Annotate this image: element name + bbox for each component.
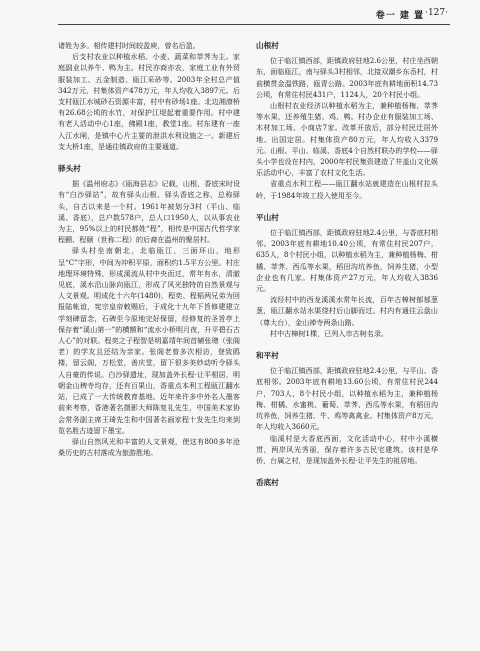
section-heading: 和平村	[256, 351, 279, 361]
paragraph: 据《温州府志》《瓯海县志》记载，山根、香底宋时设有“白沙驿站”，故有驿头山根、驿头香底之称，总称驿头，自古以来是一个村。1961年被划分3村（平山、临溪、香底），总户数578户，总人口1950人，以从事农业为主，95%以上的村民都姓“程”，相传是中国古代哲学家程颢、程颐（世称二程）的后裔在温州的聚居村。	[58, 179, 240, 245]
paragraph: 临溪村是大香底西面，文化活动中心，村中小溪横贯，两岸风光秀丽，保存着许多古民宅建筑。该村是华侨，台属之村，是现加盖外长程·让平先生的祖居地。	[256, 433, 438, 465]
paragraph: 驿头村坐南朝北，北临瓯江，三面环山，地形呈“C”字形，中间为冲积平原，面积约1.5平方公里。村庄地理环境特殊，形成溪流从村中央而过，常年有水，清澈见底，溪水沿山脉向瓯江，形成了风光独特的自然景观与人文景观。明成化十六年(1480)，程奕、程韬两兄弟为回报陆帐谊，宪宗皇帝敕赐后，于成化十九年下旨修建建立学刻碑留念，石碑至今原地完好保留，经修复的圣旨亭上保存着“溪山第一”的横额和“流水小桥明月夜，升平碧石古人心”的对联。程奕之子程智是明嘉靖年间首辅张璁（张阁老）的学友且还结为亲家。张阁老曾多次相访，登致鸥楼，留云阁，万松堂，善庆堂，留下很多美妙动听令驿头人自豪的传说。白沙驿遗址，现加盖外长程·让平相居，明朝金山稗寺均存，还有百果山，香重点本利工程瓯江翻水站，已成了一大传统教育基地。近年来许多中外名人墨客前来考察，香港著名摄影大师陈复礼先生，中国美术家协会常务副主席王琦先生和中国著名画家程十发先生均来到览名胜古迹留下墨宝。	[58, 246, 240, 435]
paragraph: 诸姓为多。相传建村时间较盈庾，曾名后盈。	[58, 41, 200, 50]
page-header	[0, 0, 480, 30]
spacer	[256, 466, 438, 470]
header-rule	[58, 24, 450, 25]
left-column	[58, 40, 240, 458]
spacer	[58, 152, 240, 156]
section-heading: 岙底村	[256, 478, 279, 488]
paragraph: 山根村农业经济以种植水稻为主，兼种植杨梅、莘荠等水果，还养殖生猪、鸡、鸭。村办企业有服装加工场、木材加工场、小商店7家。改革开放后，部分村民迁居外地、出国定居。村集体资产80万元，年人均收入3379元。山根、平山、临溪、香底4个自然村联办的学校——驿头小学也设在村内，2000年村民集资建造了井盖山文化娱乐活动中心，丰富了农村文化生活。	[256, 101, 438, 178]
paragraph: 位于临江镇西部，距镇政府驻地2.4公里，与平山、香底相邻。2003年底有耕地13.60公顷，有常住村民244户，703人，8个村民小组，以种植水稻为主，兼种植杨梅、柑橘、水蜜桃、葡萄、莘荠、西瓜等水果，有稻田沟坑养鱼，饲养生猪、牛、鸡等禽禽业。村集体资产8万元，年人均收入3660元。	[256, 366, 438, 432]
paragraph: 村中古樟树1棵，已列入市古树名录。	[270, 328, 389, 338]
section-heading: 驿头村	[58, 164, 81, 174]
spacer	[256, 201, 438, 205]
section-heading: 平山村	[256, 212, 279, 222]
paragraph: 驿山自然风光和丰富的人文景观，使这有800多年沧桑历史的古村落成为旅游胜地。	[58, 436, 240, 458]
running-title: 卷一 建 置	[375, 11, 424, 21]
section-heading: 山根村	[256, 41, 279, 50]
paragraph: 后支村农业以种植水稻、小麦、蔬菜和莘荠为主。家庭副业以养牛、鸭为主。村民亦商亦农，家庭工业有外贸服装加工、五金制造、瓯江采砂等。2003年全村总产值342万元，村集体资产478万元，年人均收入3897元。后支村瓯江水城砂石资源丰富，村中有砂场1座。北边湘潦桥有26.68公顷的水竹，对保护江堤起着重要作用。村中建有老人活动中心1座，佛殿1座，教堂1座。村东建有一座入江水闸，是镇中心片主要的泄洪水利设施之一。新建后支大桥1座，是通往镇政府的主要通道。	[58, 52, 240, 151]
paragraph: 位于临江镇西部，距镇政府驻地2.4公里，与香底村相邻。2003年底有耕地10.40公顷，有常住村民207户，635人，8个村民小组，以种植水稻为主，兼种植杨梅、柑橘、莘荠、西瓜等水果，稻田沟坑养鱼，饲养生猪，小型企业也有几家。村集体资产27万元，年人均收入3836元。	[256, 228, 438, 294]
right-column	[256, 40, 438, 492]
paragraph: 流经村中的西龙溪溪水常年长流，百年古樟树郁郁葱葱，瓯江翻水站水渠绕村后山脚而过。村内有通往云盘山（尊大台），金山禅寺两条山路。	[256, 295, 438, 327]
page-number: ·127·	[425, 8, 448, 18]
paragraph: 省重点水利工程——瓯江翻水站就建造在山根村拉头岭，于1984年竣工投入使用至今。	[256, 179, 438, 200]
paragraph: 位于临江镇西部，距镇政府驻地2.6公里，村庄坐西朝东，面临瓯江，南与驿头3村相邻，北接双潮乡东岙村，村前横贯金温铁路，瓯青公路。2003年底有耕地面积14.73公顷，有常住村民431户，1124人，20个村民小组。	[256, 56, 438, 99]
spacer	[256, 339, 438, 343]
